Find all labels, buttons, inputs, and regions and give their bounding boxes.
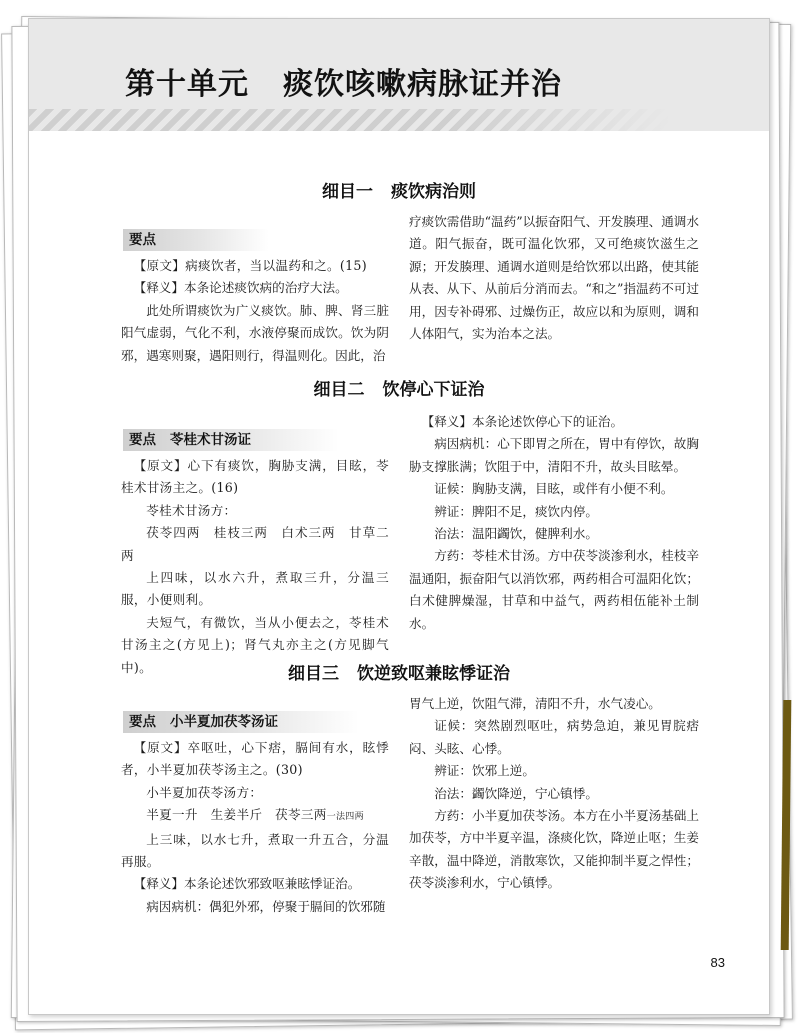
keypoint-heading xyxy=(123,229,269,251)
section-name: 痰饮病治则 xyxy=(391,182,476,202)
unit-title xyxy=(125,59,562,103)
section-3-left-column xyxy=(121,737,389,918)
paragraph: 治法：温阳蠲饮，健脾利水。 xyxy=(434,526,598,542)
paragraph: 证候：突然剧烈呕吐，病势急迫，兼见胃脘痞闷、头眩、心悸。 xyxy=(409,718,699,756)
header-stripe-fade xyxy=(449,109,769,131)
paragraph: 辨证：脾阳不足，痰饮内停。 xyxy=(434,503,598,519)
paragraph: 辨证：饮邪上逆。 xyxy=(434,763,535,779)
paragraph: 病因病机：心下即胃之所在，胃中有停饮，故胸胁支撑胀满；饮阻于中，清阳不升，故头目眩晕。 xyxy=(409,436,699,474)
paragraph: 胃气上逆，饮阻气滞，清阳不升，水气凌心。 xyxy=(409,696,661,711)
formula-ingredients xyxy=(121,804,389,828)
keypoint-topic: 苓桂术甘汤证 xyxy=(170,432,251,448)
section-2-left-column xyxy=(121,455,389,679)
formula-name: 小半夏加茯苓汤方： xyxy=(146,784,263,800)
unit-name: 痰饮咳嗽病脉证并治 xyxy=(283,67,562,102)
section-title xyxy=(29,659,769,684)
original-text: 【原文】心下有痰饮，胸胁支满，目眩，苓桂术甘汤主之。(16) xyxy=(121,458,389,496)
keypoint-topic: 小半夏加茯苓汤证 xyxy=(170,714,278,730)
keypoint-label: 要点 xyxy=(129,714,156,730)
keypoint-label: 要点 xyxy=(129,232,156,248)
interpretation-text: 【释义】本条论述饮停心下的证治。 xyxy=(421,414,624,429)
interpretation-text: 【释义】本条论述痰饮病的治疗大法。 xyxy=(133,280,348,296)
section-1-left-column xyxy=(121,255,389,367)
section-name: 饮逆致呕兼眩悸证治 xyxy=(357,664,510,684)
paragraph: 病因病机：偶犯外邪，停聚于膈间的饮邪随 xyxy=(146,898,386,914)
page-number: 83 xyxy=(710,955,725,970)
formula-note: 一法四两 xyxy=(326,812,364,823)
keypoint-label: 要点 xyxy=(129,432,156,448)
section-name: 饮停心下证治 xyxy=(382,380,485,400)
paragraph: 此处所谓痰饮为广义痰饮。肺、脾、肾三脏阳气虚弱，气化不利，水液停聚而成饮。饮为阴邪，遇寒则聚，遇阳则行，得温则化。因此，治 xyxy=(121,302,389,363)
book-page xyxy=(28,18,770,1015)
section-number: 细目三 xyxy=(288,664,339,684)
original-text: 【原文】病痰饮者，当以温药和之。(15) xyxy=(133,258,367,273)
section-3-right-column xyxy=(409,693,699,895)
keypoint-heading xyxy=(123,711,359,733)
paragraph: 方药：苓桂术甘汤。方中茯苓淡渗利水，桂枝辛温通阳，振奋阳气以消饮邪，两药相合可温阳化饮；白术健脾燥湿，甘草和中益气，两药相伍能补土制水。 xyxy=(409,548,699,631)
paragraph: 方药：小半夏加茯苓汤。本方在小半夏汤基础上加茯苓，方中半夏辛温，涤痰化饮，降逆止呕；生姜辛散，温中降逆，消散寒饮，又能抑制半夏之悍性；茯苓淡渗利水，宁心镇悸。 xyxy=(409,808,699,891)
section-title xyxy=(29,177,769,202)
formula-ingredients-text: 半夏一升 生姜半斤 茯苓三两 xyxy=(146,807,327,823)
section-1-right-column xyxy=(409,211,699,345)
formula-name: 苓桂术甘汤方： xyxy=(146,502,237,518)
paragraph: 证候：胸胁支满，目眩，或伴有小便不利。 xyxy=(434,481,674,497)
paragraph: 疗痰饮需借助“温药”以振奋阳气、开发腠理、通调水道。阳气振奋，既可温化饮邪，又可绝痰饮滋生之源；开发腠理、通调水道则是给饮邪以出路，使其能从表、从下、从前后分消而去。“和之”指温药不可过用，因专补碍邪、过燥伤正，故应以和为原则，调和人体阳气，实为治本之法。 xyxy=(409,214,699,342)
original-text: 【原文】卒呕吐，心下痞，膈间有水，眩悸者，小半夏加茯苓汤主之。(30) xyxy=(121,740,389,778)
interpretation-text: 【释义】本条论述饮邪致呕兼眩悸证治。 xyxy=(133,876,361,892)
formula-preparation: 上四味，以水六升，煮取三升，分温三服，小便则利。 xyxy=(121,570,389,608)
original-text: 夫短气，有微饮，当从小便去之，苓桂术甘汤主之(方见上)；肾气丸亦主之(方见脚气中)。 xyxy=(121,614,389,675)
paragraph: 治法：蠲饮降逆，宁心镇悸。 xyxy=(434,785,598,801)
keypoint-heading xyxy=(123,429,339,451)
section-number: 细目一 xyxy=(322,182,373,202)
unit-number: 第十单元 xyxy=(125,67,249,102)
section-2-right-column xyxy=(409,411,699,635)
formula-preparation: 上三味，以水七升，煮取一升五合，分温再服。 xyxy=(121,831,389,870)
section-title xyxy=(29,375,769,400)
formula-ingredients: 茯苓四两 桂枝三两 白术三两 甘草二两 xyxy=(121,525,389,563)
section-number: 细目二 xyxy=(313,380,365,400)
